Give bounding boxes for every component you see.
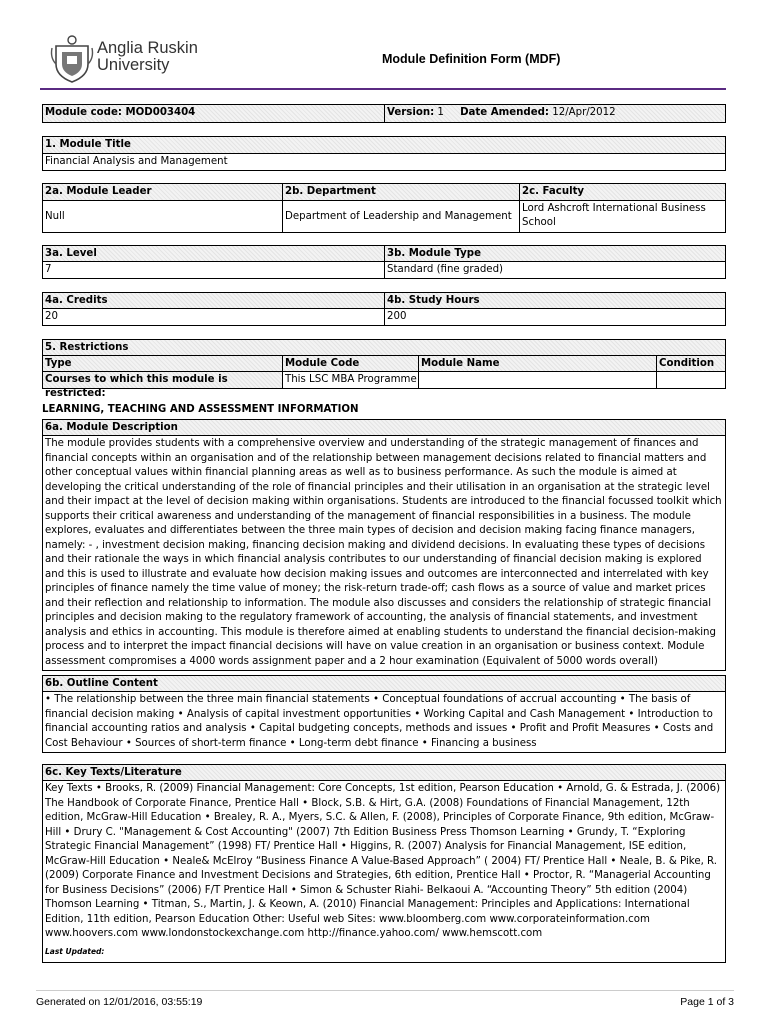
restrictions-col-code: Module Code [283,356,419,371]
crest-icon [50,34,94,84]
department-heading: 2b. Department [283,184,520,200]
study-hours-value: 200 [387,311,407,322]
title-divider [40,88,726,90]
lta-heading: LEARNING, TEACHING AND ASSESSMENT INFORMATION [42,404,359,415]
module-title-value: Financial Analysis and Management [45,156,228,167]
restrictions-row-condition [657,372,725,388]
leader-heading: 2a. Module Leader [43,184,283,200]
key-texts-box [42,764,726,963]
key-texts-heading: 6c. Key Texts/Literature [45,767,182,778]
form-title: Module Definition Form (MDF) [382,52,561,66]
description-heading: 6a. Module Description [45,422,178,433]
restrictions-col-name: Module Name [419,356,657,371]
date-amended-label: Date Amended: [460,107,549,118]
restrictions-col-condition: Condition [659,358,715,369]
credits-heading: 4a. Credits [43,293,385,308]
level-box [42,245,726,279]
restrictions-row-name [419,372,657,388]
date-amended-value: 12/Apr/2012 [552,107,616,118]
restrictions-heading: 5. Restrictions [45,342,129,353]
logo-line-2: University [97,56,170,74]
description-box [42,419,726,671]
restrictions-row-label: Courses to which this module is restricted: [43,372,283,388]
version-value: 1 [437,107,444,118]
description-text: The module provides students with a comprehensive overview and understanding of the strategic management of finances and financial concepts within an organisation and of the relationship between management decisions related to financial matters and other conceptual values within financial planning areas as well as to business performance. As such the module is aimed at developing the critical understanding of the role of financial principles and their utilisation in an organisation at the strategic level and their impact at the level of decision making within organisations. Students are introduced to the financial focussed toolkit which supports their critical awareness and understanding of the management of financial responsibilities in a business. The module explores, evaluates and differentiates between the three main types of decision and decision making facing finance managers, namely: - , investment decision making, financing decision making and dividend decisions. In evaluating these types of decisions and their rationale the ways in which financial analysis contributes to our understanding of financial decision making is explored and this is used to illustrate and evaluate how decision making issues and outcomes are interconnected and interrelated with key principles of finance namely the time value of money; the risk-return trade-off; cash flows as a source of value and market prices and their reflection and relationship to information. The module also discusses and considers the relationship of strategic financial principles and decision making to the regulatory framework of accounting, the analysis of financial statements, and investment analysis and ethics in accounting. This module is therefore aimed at enabling students to understand the financial decision-making process and to interpret the impact financial decisions will have on value creation in an organisation or business context. Module assessment compromises a 4000 words assignment paper and a 2 hour examination (Equivalent of 5000 words overall) [45,438,722,667]
level-value: 7 [43,262,385,278]
credits-value: 20 [43,309,385,325]
restrictions-row-code: This LSC MBA Programme [283,372,419,388]
outline-text: • The relationship between the three main financial statements • Conceptual foundations of accrual accounting • The basis of financial decision making • Analysis of capital investment opportunities • Working Capital and Cash Management • Introduction to financial accounting ratios and analysis • Capital budgeting concepts, methods and issues • Profit and Profit Measures • Costs and Cost Behaviour • Sources of short-term finance • Long-term debt finance • Financing a business [45,694,714,749]
last-updated-label: Last Updated: [45,946,105,956]
logo-line-1: Anglia Ruskin [97,39,198,57]
module-title-box [42,136,726,171]
version-label: Version: [387,107,435,118]
faculty-heading: 2c. Faculty [522,186,585,197]
module-code: Module code: MOD003404 [43,105,385,122]
outline-box [42,675,726,753]
faculty-value: Lord Ashcroft International Business School [522,203,706,228]
key-texts-text: Key Texts • Brooks, R. (2009) Financial Management: Core Concepts, 1st edition, Pearson Education • Arnold, G. & Estrada, J. (2006) The Handbook of Corporate Finance, Prentice Hall • Block, S.B. & Hirt, G.A. (2008) Foundations of Financial Management, 12th edition, McGraw-Hill Education • Brealey, R. A., Myers, S.C. & Allen, F. (2008), Principles of Corporate Finance, 9th edition, McGraw-Hill • Drury C. "Management & Cost Accounting" (2007) 7th Edition Business Press Thomson Learning • Grundy, T. “Exploring Strategic Financial Management” (1998) FT/ Prentice Hall • Higgins, R. (2007) Analysis for Financial Management, ISE edition, McGraw-Hill Education • Neale& McElroy “Business Finance A Value-Based Approach” ( 2004) FT/ Prentice Hall • Neale, B. & Pike, R. (2009) Corporate Finance and Investment Decisions and Strategies, 6th edition, Prentice Hall • Proctor, R. “Managerial Accounting for Business Decisions” (2006) F/T Prentice Hall • Simon & Schuster Riahi- Belkaoui A. “Accounting Theory” 5th edition (2004) Thomson Learning • Titman, S., Martin, J. & Keown, A. (2010) Financial Management: Principles and Applications: International Edition, 11th edition, Pearson Education Other: Useful web Sites: www.bloomberg.com www.corporateinformation.com www.hoovers.com www.londonstockexchange.com http://finance.yahoo.com/ www.hemscott.com [45,783,721,939]
department-value: Department of Leadership and Management [283,201,520,232]
page-number: Page 1 of 3 [680,996,734,1008]
restrictions-col-type: Type [43,356,283,371]
outline-heading: 6b. Outline Content [45,678,158,689]
module-type-value: Standard (fine graded) [387,264,504,275]
leader-box [42,183,726,233]
footer-divider [36,990,734,991]
module-meta-box [42,104,726,123]
restrictions-box [42,339,726,399]
credits-box [42,292,726,326]
study-hours-heading: 4b. Study Hours [387,295,480,306]
version-date [385,105,725,122]
generated-timestamp: Generated on 12/01/2016, 03:55:19 [36,996,203,1008]
leader-value: Null [43,201,283,232]
university-logo [50,34,210,84]
module-title-heading: 1. Module Title [45,139,131,150]
level-heading: 3a. Level [43,246,385,261]
module-type-heading: 3b. Module Type [387,248,482,259]
